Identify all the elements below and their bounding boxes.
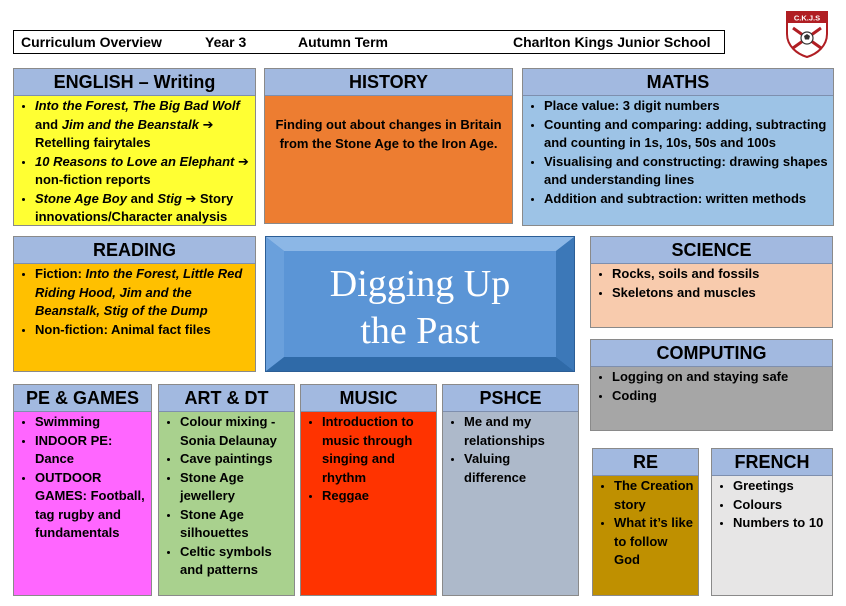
pshce-list	[446, 413, 575, 487]
english-panel	[13, 68, 256, 226]
list-item: • Addition and subtraction: written methods	[544, 190, 830, 209]
computing-list	[594, 368, 829, 405]
art-list	[162, 413, 291, 580]
art-panel	[158, 384, 295, 596]
science-list	[594, 265, 829, 302]
list-item: • Celtic symbols and patterns	[180, 543, 291, 580]
music-list	[304, 413, 433, 506]
list-item: • Into the Forest, The Big Bad Wolf and Jim and the Beanstalk ➔ Retelling fairytales	[35, 97, 252, 153]
list-item: • Logging on and staying safe	[612, 368, 829, 387]
english-list	[17, 97, 252, 225]
topic-banner	[265, 236, 575, 372]
pe-title: PE & GAMES	[14, 385, 151, 412]
list-item: • Greetings	[733, 477, 829, 496]
pe-list	[17, 413, 148, 543]
computing-title: COMPUTING	[591, 340, 832, 367]
science-panel	[590, 236, 833, 328]
list-item: • Valuing difference	[464, 450, 575, 487]
french-list	[715, 477, 829, 533]
header-term: Autumn Term	[298, 34, 388, 50]
header-school: Charlton Kings Junior School	[513, 34, 711, 50]
list-item: • Rocks, soils and fossils	[612, 265, 829, 284]
list-item: • Fiction: Into the Forest, Little Red Riding Hood, Jim and the Beanstalk, Stig of the Dump	[35, 265, 252, 321]
school-crest-logo	[785, 10, 829, 58]
list-item: • Place value: 3 digit numbers	[544, 97, 830, 116]
pe-panel	[13, 384, 152, 596]
list-item: • Reggae	[322, 487, 433, 506]
list-item: • OUTDOOR GAMES: Football, tag rugby and fundamentals	[35, 469, 148, 543]
pshce-body	[443, 412, 578, 595]
art-body	[159, 412, 294, 595]
list-item: • Cave paintings	[180, 450, 291, 469]
list-item: • Non-fiction: Animal fact files	[35, 321, 252, 340]
list-item: • 10 Reasons to Love an Elephant ➔ non-fiction reports	[35, 153, 252, 190]
maths-panel	[522, 68, 834, 226]
header-year: Year 3	[205, 34, 247, 50]
list-item: • Colours	[733, 496, 829, 515]
re-panel	[592, 448, 699, 596]
re-list	[596, 477, 695, 570]
music-panel	[300, 384, 437, 596]
maths-title: MATHS	[523, 69, 833, 96]
english-title: ENGLISH – Writing	[14, 69, 255, 96]
reading-panel	[13, 236, 256, 372]
re-title: RE	[593, 449, 698, 476]
list-item: • Skeletons and muscles	[612, 284, 829, 303]
art-title: ART & DT	[159, 385, 294, 412]
french-body	[712, 476, 832, 595]
reading-list	[17, 265, 252, 339]
english-body	[14, 96, 255, 225]
maths-body	[523, 96, 833, 225]
list-item: • Colour mixing - Sonia Delaunay	[180, 413, 291, 450]
french-panel	[711, 448, 833, 596]
science-title: SCIENCE	[591, 237, 832, 264]
list-item: • Numbers to 10	[733, 514, 829, 533]
list-item: • INDOOR PE: Dance	[35, 432, 148, 469]
crest-letters: C.K.J.S	[793, 13, 821, 23]
history-text: Finding out about changes in Britain from the Stone Age to the Iron Age.	[275, 117, 502, 151]
list-item: • Swimming	[35, 413, 148, 432]
re-body	[593, 476, 698, 595]
history-body	[265, 96, 512, 223]
list-item: • The Creation story	[614, 477, 695, 514]
computing-panel	[590, 339, 833, 431]
list-item: • Stone Age Boy and Stig ➔ Story innovations/Character analysis	[35, 190, 252, 226]
list-item: • Coding	[612, 387, 829, 406]
header-overview: Curriculum Overview	[21, 34, 162, 50]
reading-body	[14, 264, 255, 371]
maths-list	[526, 97, 830, 208]
banner-line-1: Digging Up	[329, 263, 511, 305]
music-body	[301, 412, 436, 595]
banner-line-2: the Past	[360, 310, 480, 352]
header-bar	[13, 30, 725, 54]
science-body	[591, 264, 832, 327]
computing-body	[591, 367, 832, 430]
pshce-title: PSHCE	[443, 385, 578, 412]
music-title: MUSIC	[301, 385, 436, 412]
list-item: • Visualising and constructing: drawing shapes and understanding lines	[544, 153, 830, 190]
list-item: • Introduction to music through singing and rhythm	[322, 413, 433, 487]
french-title: FRENCH	[712, 449, 832, 476]
pe-body	[14, 412, 151, 595]
history-panel	[264, 68, 513, 224]
list-item: • What it’s like to follow God	[614, 514, 695, 570]
list-item: • Me and my relationships	[464, 413, 575, 450]
list-item: • Counting and comparing: adding, subtracting and counting in 1s, 10s, 50s and 100s	[544, 116, 830, 153]
banner-title	[266, 261, 574, 355]
pshce-panel	[442, 384, 579, 596]
list-item: • Stone Age silhouettes	[180, 506, 291, 543]
history-title: HISTORY	[265, 69, 512, 96]
reading-title: READING	[14, 237, 255, 264]
list-item: • Stone Age jewellery	[180, 469, 291, 506]
